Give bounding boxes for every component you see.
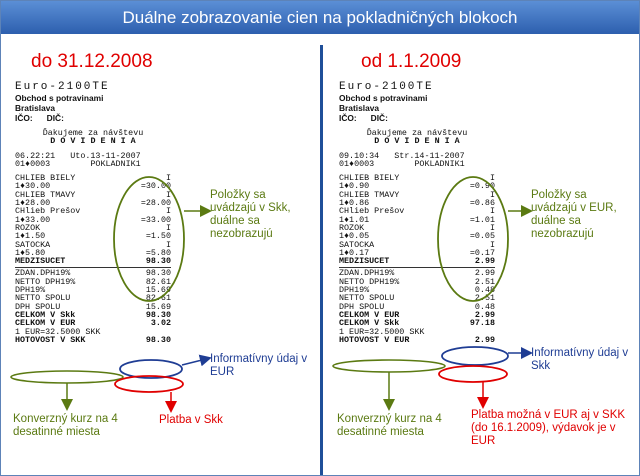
- receipt-items: [339, 174, 495, 265]
- receipt-total-row: DPH19% 15.69: [15, 285, 171, 296]
- receipt-item-row: CHlieb Prešov I: [339, 206, 495, 217]
- receipt-total-row: ZDAN.DPH19% 2.99: [339, 268, 495, 279]
- rate-highlight-ellipse-left: [11, 371, 123, 383]
- receipt-totals: [339, 269, 495, 344]
- slide-title: Duálne zobrazovanie cien na pokladničných blokoch: [1, 1, 639, 34]
- annotation-info-right: Informatívny údaj v Skk: [531, 347, 629, 372]
- receipt-cash-row: HOTOVOST V SKK 98.30: [15, 334, 171, 345]
- receipt-item-row: SATOCKA I: [15, 239, 171, 250]
- receipt-thanks: Ďakujeme za návštevu: [366, 128, 468, 138]
- receipt-register: 01♦0003 POKLADNIK1: [339, 158, 465, 169]
- receipt-item-row: CHLIEB TMAVY I: [15, 189, 171, 200]
- receipt-items: [15, 174, 171, 265]
- receipt-left: [15, 81, 171, 344]
- receipt-item-row: ROZOK I: [339, 222, 495, 233]
- receipt-totals: [15, 269, 171, 344]
- receipt-item-row: CHLIEB BIELY I: [339, 173, 495, 184]
- receipt-subtotal-row: MEDZISUCET 2.99: [339, 256, 495, 267]
- receipt-item-row: 1♦0.17 =0.17: [339, 247, 495, 258]
- receipt-cash-row: HOTOVOST V EUR 2.99: [339, 334, 495, 345]
- annotation-rate-left: Konverzný kurz na 4 desatinné miesta: [13, 413, 118, 438]
- receipt-total-row: NETTO SPOLU 82.61: [15, 293, 171, 304]
- receipt-thanks: Ďakujeme za návštevu: [42, 128, 144, 138]
- receipt-goodbye: D O V I D E N I A: [50, 136, 136, 147]
- receipt-item-row: 1♦30.00 =30.00: [15, 181, 171, 192]
- receipt-rate-row: 1 EUR=32.5000 SKK: [15, 326, 101, 337]
- receipt-converted-row: CELKOM V Skk 97.18: [339, 318, 495, 329]
- receipt-item-row: 1♦1.50 =1.50: [15, 231, 171, 242]
- receipt-item-row: CHlieb Prešov I: [15, 206, 171, 217]
- receipt-brand: Euro-2100TE: [15, 81, 110, 93]
- receipt-item-row: 1♦5.80 =5.80: [15, 247, 171, 258]
- annotation-rate-right: Konverzný kurz na 4 desatinné miesta: [337, 413, 442, 438]
- receipt-shop-line: Bratislava: [339, 103, 380, 113]
- info-highlight-ellipse-left: [120, 360, 182, 378]
- receipt-total-row: NETTO DPH19% 82.61: [15, 276, 171, 287]
- receipt-total-row: NETTO SPOLU 2.51: [339, 293, 495, 304]
- receipt-grand-total-row: CELKOM V EUR 2.99: [339, 309, 495, 320]
- receipt-rate-row: 1 EUR=32.5000 SKK: [339, 326, 425, 337]
- receipt-grand-total-row: CELKOM V Skk 98.30: [15, 309, 171, 320]
- left-heading: do 31.12.2008: [31, 51, 153, 72]
- annotation-items-left: Položky sa uvádzajú v Skk, duálne sa nezobrazujú: [210, 189, 291, 240]
- receipt-total-row: DPH19% 0.48: [339, 285, 495, 296]
- receipt-item-row: 1♦0.90 =0.90: [339, 181, 495, 192]
- receipt-register: 01♦0003 POKLADNIK1: [15, 158, 141, 169]
- receipt-shop-line: Obchod s potravinami: [15, 93, 104, 103]
- annotation-payment-left: Platba v Skk: [159, 414, 223, 426]
- payment-highlight-ellipse-right: [439, 366, 507, 382]
- receipt-item-row: CHLIEB BIELY I: [15, 173, 171, 184]
- annotation-info-left: Informatívny údaj v EUR: [210, 353, 308, 378]
- receipt-shop-line: IČO: DIČ:: [15, 113, 64, 123]
- info-arrow-left: [182, 359, 206, 365]
- receipt-item-row: 1♦33.00 =33.00: [15, 214, 171, 225]
- receipt-total-row: NETTO DPH19% 2.51: [339, 276, 495, 287]
- annotation-payment-right: Platba možná v EUR aj v SKK (do 16.1.2009), výdavok je v EUR: [471, 409, 626, 447]
- receipt-datetime: 06.22:21 Uto.13-11-2007: [15, 150, 141, 161]
- annotation-items-right: Položky sa uvádzajú v EUR, duálne sa nezobrazujú: [531, 189, 617, 240]
- receipt-right: [339, 81, 495, 344]
- receipt-item-row: 1♦28.00 =28.00: [15, 198, 171, 209]
- receipt-item-row: SATOCKA I: [339, 239, 495, 250]
- info-highlight-ellipse-right: [442, 347, 508, 365]
- column-divider: [320, 45, 323, 475]
- receipt-total-row: DPH SPOLU 15.69: [15, 301, 171, 312]
- right-heading: od 1.1.2009: [361, 51, 462, 72]
- receipt-shop-line: Obchod s potravinami: [339, 93, 428, 103]
- receipt-total-row: DPH SPOLU 0.48: [339, 301, 495, 312]
- rate-highlight-ellipse-right: [333, 360, 445, 372]
- receipt-subtotal-row: MEDZISUCET 98.30: [15, 256, 171, 267]
- receipt-brand: Euro-2100TE: [339, 81, 434, 93]
- receipt-item-row: ROZOK I: [15, 222, 171, 233]
- receipt-item-row: 1♦0.86 =0.86: [339, 198, 495, 209]
- receipt-item-row: 1♦1.01 =1.01: [339, 214, 495, 225]
- receipt-item-row: 1♦0.05 =0.05: [339, 231, 495, 242]
- receipt-datetime: 09.10:34 Str.14-11-2007: [339, 150, 465, 161]
- receipt-shop-line: IČO: DIČ:: [339, 113, 388, 123]
- receipt-item-row: CHLIEB TMAVY I: [339, 189, 495, 200]
- payment-highlight-ellipse-left: [115, 376, 183, 392]
- receipt-goodbye: D O V I D E N I A: [374, 136, 460, 147]
- receipt-total-row: ZDAN.DPH19% 98.30: [15, 268, 171, 279]
- receipt-shop-line: Bratislava: [15, 103, 56, 113]
- receipt-converted-row: CELKOM V EUR 3.02: [15, 318, 171, 329]
